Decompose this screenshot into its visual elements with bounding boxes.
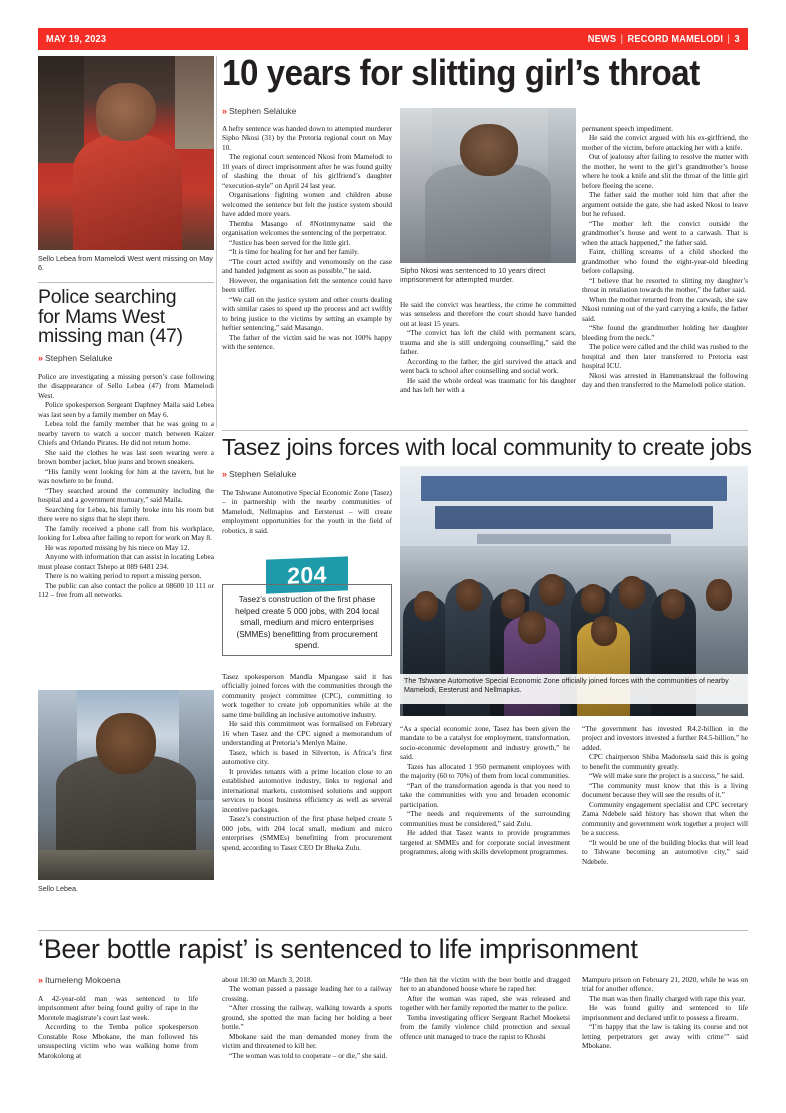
- paragraph: “She found the grandmother holding her daughter bleeding from the neck.”: [582, 323, 748, 342]
- byline-name: Stephen Selaluke: [45, 353, 113, 363]
- paragraph: Police are investigating a missing person’s case following the disappearance of Sello Lebea (47) from Mamelodi West.: [38, 372, 214, 400]
- caption-sello-lebea-bottom: Sello Lebea.: [38, 884, 78, 893]
- column-rule-1: [216, 56, 217, 428]
- main-article-column-2: [222, 124, 392, 424]
- paragraph: “It would be one of the building blocks that will lead to Tshwane becoming an automotive city,” said Ndebele.: [582, 837, 748, 866]
- paragraph: The public can also contact the police at 08600 10 111 or 112 – free from all networks.: [38, 580, 214, 600]
- tasez-column-1-intro: [222, 488, 392, 535]
- paragraph: A hefty sentence was handed down to attempted murderer Sipho Nkosi (31) by the Pretoria regional court on May 10.: [222, 124, 392, 152]
- paragraph: “The mother left the convict outside the grandmother’s house and went to a carwash. That is when the attack happened,” the father said.: [582, 218, 748, 247]
- paragraph: Community engagement specialist and CPC secretary Zama Ndebele said history has shown that when the community and government work together a project will be a success.: [582, 799, 748, 838]
- paragraph: “I believe that he resorted to slitting my daughter’s throat in retaliation towards the mother,” the father said.: [582, 275, 748, 295]
- caption-text: The Tshwane Automotive Special Economic Zone officially joined forces with the communities of nearby Mamelodi, Eesterust and Nellmapius.: [404, 677, 729, 695]
- paragraph: “After crossing the railway, walking towards a sports ground, she spotted the man facing her holding a beer bottle.”: [222, 1003, 392, 1032]
- paragraph: “The woman was told to cooperate – or die,” she said.: [229, 1050, 388, 1060]
- byline-name: Itumeleng Mokoena: [45, 975, 121, 985]
- paragraph: Lebea told the family member that he was going to a nearby tavern to watch a soccer match between Kaizer Chiefs and Orlando Pirates. He did not return home.: [38, 419, 214, 448]
- masthead-date: MAY 19, 2023: [46, 33, 107, 45]
- paragraph: “His family went looking for him at the tavern, but he was nowhere to be found.: [38, 466, 214, 486]
- paragraph: “The community must know that this is a living document because they will see the results of it.”: [582, 780, 748, 800]
- masthead-separator-1: |: [620, 33, 624, 45]
- photo-sipho-nkosi: [400, 108, 576, 263]
- byline-arrows-icon: »: [38, 975, 43, 985]
- paragraph: A 42-year-old man was sentenced to life imprisonment after being found guilty of rape in the Moretele magistrate’s court last week.: [38, 994, 198, 1022]
- paragraph: “They searched around the community including the hospital and a government mortuary,” said Maila.: [38, 485, 214, 505]
- masthead-section: NEWS: [587, 33, 617, 45]
- tasez-column-3: [400, 724, 570, 932]
- missing-man-article-body: [38, 372, 214, 684]
- byline-name: Stephen Selaluke: [229, 469, 297, 479]
- paragraph: Tasez, which is based in Silverton, is Africa’s first automotive city.: [222, 747, 392, 767]
- paragraph: He added that Tasez wants to provide programmes targeted at SMMEs and for corporate social investment programmes, along with skills development programmes.: [400, 828, 570, 857]
- masthead-bar: [38, 28, 748, 50]
- paragraph: Faint, chilling screams of a child shocked the grandmother who found the eight-year-old bleeding before collapsing.: [582, 247, 748, 276]
- paragraph: He was reported missing by his niece on May 12.: [45, 542, 190, 552]
- caption-tasez-photo-overlay: [400, 674, 748, 704]
- divider-tasez-article: [222, 430, 748, 431]
- tasez-column-4: [582, 724, 748, 932]
- paragraph: “He then hit the victim with the beer bottle and dragged her to an abandoned house where he raped her.: [400, 975, 570, 994]
- paragraph: When the mother returned from the carwash, she saw Nkosi running out of the yard carrying a knife, the father said.: [582, 294, 748, 323]
- paragraph: “We call on the justice system and other courts dealing with similar cases to speed up the process and act swiftly to bring justice to the victims by setting an example by heftier sentencing,” said Masango.: [222, 294, 392, 333]
- caption-sello-lebea-top: Sello Lebea from Mamelodi West went missing on May 6.: [38, 254, 213, 273]
- beer-article-column-4: [582, 975, 748, 1105]
- paragraph: permanent speech impediment.: [582, 124, 673, 133]
- byline-arrows-icon: »: [222, 469, 227, 479]
- paragraph: Mampuru prison on February 21, 2020, while he was on trial for another offence.: [582, 975, 748, 994]
- byline-arrows-icon: »: [38, 353, 43, 363]
- paragraph: “We will make sure the project is a success,” he said.: [589, 771, 745, 781]
- paragraph: However, the organisation felt the sentence could have been stiffer.: [222, 275, 392, 295]
- headline-missing-man: [38, 288, 218, 347]
- photo-sello-lebea-top: [38, 56, 214, 250]
- headline-line-1: Police searching: [38, 286, 177, 308]
- headline-tasez: Tasez joins forces with local community to create jobs: [222, 434, 752, 460]
- paragraph: Organisations fighting women and children abuse welcomed the sentence but felt the justice system should have added more years.: [222, 190, 392, 219]
- paragraph: The man was then finally charged with rape this year.: [589, 993, 746, 1003]
- paragraph: The Tshwane Automotive Special Economic Zone (Tasez) – in partnership with the nearby communities of Mamelodi, Nellmapius and Eersterust – will create employment opportunities for the youth in the field of robotics, it said.: [222, 488, 392, 535]
- masthead-page-number: 3: [734, 33, 740, 45]
- paragraph: Themba Masango of #Notinmyname said the organisation welcomes the sentencing of the perpetrator.: [222, 218, 392, 238]
- paragraph: Anyone with information that can assist in locating Lebea must please contact Tshepo at 089 6481 234.: [38, 552, 215, 571]
- paragraph: The police were called and the child was rushed to the hospital and then later transferred to Pretoria east hospital ICU.: [582, 342, 748, 371]
- paragraph: He said the convict argued with his ex-girlfriend, the mother of the victim, before attacking her with a knife.: [582, 133, 748, 152]
- paragraph: “The government has invested R4.2-billion in the project and investors invested a further R4.5-billion,” he added.: [582, 724, 748, 752]
- paragraph: “Part of the transformation agenda is that you need to take the communities with you and broaden economic participation.: [400, 780, 570, 809]
- tasez-info-box-text: Tasez’s construction of the first phase helped create 5 000 jobs, with 204 local small, medium and micro enterprises (SMMEs) benefitting from procurement spend.: [235, 594, 379, 651]
- divider-missing-article: [38, 282, 214, 283]
- beer-article-column-2: [222, 975, 392, 1105]
- paragraph: Tasez spokesperson Mandla Mpangase said it has officially joined forces with the communities through the community project committee (CPC), committing to work together to create job opportunities while at the same time building an inclusive automotive industry.: [222, 672, 392, 719]
- paragraph: “I’m happy that the law is taking its course and not letting perpetrators get away with crime’” said Mbokane.: [582, 1022, 748, 1051]
- paragraph: about 18:30 on March 3, 2018.: [222, 975, 313, 984]
- headline-line-3: missing man (47): [38, 325, 183, 347]
- main-article-column-4: [582, 124, 748, 428]
- paragraph: He said the whole ordeal was traumatic for his daughter and has left her with a: [400, 375, 576, 395]
- paragraph: She said the clothes he was last seen wearing were a brown bomber jacket, blue jeans and brown sneakers.: [38, 447, 214, 467]
- paragraph: The father of the victim said he was not 100% happy with the sentence.: [222, 332, 392, 352]
- divider-beer-article: [38, 930, 748, 931]
- masthead-publication: RECORD MAMELODI: [627, 33, 724, 45]
- paragraph: According to the father, the girl survived the attack and went back to school after counselling and social work.: [400, 356, 576, 376]
- byline-name: Stephen Selaluke: [229, 106, 297, 116]
- paragraph: “As a special economic zone, Tasez has been given the mandate to be a catalyst for employment, transformation, socio-economic development and industry growth,” he said.: [400, 724, 570, 762]
- photo-sello-lebea-bottom: [38, 690, 214, 880]
- paragraph: He said this commitment was formalised on February 16 when Tasez and the CPC signed a memorandum of understanding at Pretoria’s Menlyn Maine.: [222, 719, 392, 748]
- headline-beer-bottle: ‘Beer bottle rapist’ is sentenced to life imprisonment: [38, 934, 638, 964]
- paragraph: The regional court sentenced Nkosi from Mamelodi to 10 years of direct imprisonment after he was found guilty of slashing the throat of his girlfriend’s daughter “execution-style” on April 24 last year.: [222, 152, 392, 190]
- paragraph: “The convict has left the child with permanent scars, trauma and she is still undergoing counselling,” said the father.: [400, 328, 576, 357]
- caption-sipho-nkosi: Sipho Nkosi was sentenced to 10 years direct imprisonment for attempted murder.: [400, 266, 546, 285]
- byline-main-article: [222, 106, 392, 116]
- byline-beer-bottle: [38, 975, 214, 985]
- paragraph: CPC chairperson Shiba Madonsela said this is going to benefit the community greatly.: [582, 752, 748, 771]
- paragraph: The woman passed a passage leading her to a railway crossing.: [222, 984, 392, 1003]
- paragraph: Tazes has allocated 1 950 permanent employees with the majority (60 to 70%) of them from local communities.: [400, 761, 570, 781]
- paragraph: “The needs and requirements of the surrounding communities must be considered,” said Zulu.: [400, 809, 570, 828]
- byline-missing-man: [38, 353, 214, 363]
- paragraph: Tasez’s construction of the first phase helped create 5 000 jobs, with 204 local small, medium and micro enterprises (SMMEs) benefitting from procurement spend, according to Tasez CEO Dr Bheka Zulu.: [222, 814, 392, 852]
- tasez-column-1-body: [222, 672, 392, 932]
- stat-badge-204: 204: [266, 556, 348, 593]
- masthead-meta: [588, 33, 740, 45]
- headline-main-article: 10 years for slitting girl’s throat: [222, 52, 700, 93]
- paragraph: “It is time for healing for her and her family.: [229, 247, 360, 257]
- byline-arrows-icon: »: [222, 106, 227, 116]
- paragraph: After the woman was raped, she was released and together with her family reported the matter to the police.: [400, 993, 570, 1013]
- paragraph: “Justice has been served for the little girl.: [229, 237, 351, 247]
- masthead-separator-2: |: [727, 33, 731, 45]
- paragraph: Out of jealousy after failing to resolve the matter with the mother, he went to the girl’s grandmother’s house where he took a knife and slit the throat of the little girl before fleeing the scene.: [582, 152, 748, 190]
- beer-article-column-1: [38, 994, 198, 1104]
- headline-line-2: for Mams West: [38, 305, 165, 328]
- paragraph: Temba investigating officer Sergeant Rachel Moeketsi from the family violence child protection and sexual offence unit managed to trace the rapist to Khoshi: [400, 1012, 570, 1041]
- paragraph: Nkosi was arrested in Hammanskraal the following day and then transferred to the Mamelodi police station.: [582, 370, 748, 390]
- paragraph: “The court acted swiftly and venomously on the case and handed judgment as soon as possible,” he said.: [222, 256, 392, 276]
- paragraph: According to the Temba police spokesperson Constable Rose Mbokane, the man followed his unsuspecting victim who was walking home from Marokolong at: [38, 1022, 198, 1060]
- beer-article-column-3: [400, 975, 570, 1105]
- paragraph: Mbokane said the man demanded money from the victim and threatened to kill her.: [222, 1031, 392, 1051]
- paragraph: The family received a phone call from his workplace, looking for Lebea after failing to report for work on May 8.: [38, 523, 214, 543]
- paragraph: He was found guilty and sentenced to life imprisonment and declared unfit to possess a firearm.: [582, 1003, 748, 1022]
- paragraph: There is no waiting period to report a missing person.: [45, 571, 202, 581]
- paragraph: It provides tenants with a prime location close to an established automotive industry, links to regional and international markets, customised solutions and support services to boost business efficiency as well as several incentive packages.: [222, 766, 392, 814]
- paragraph: Searching for Lebea, his family broke into his room but there were no signs that he slept there.: [38, 504, 214, 524]
- paragraph: He said the convict was heartless, the crime he committed was senseless and therefore the court should have handed out at least 15 years.: [400, 300, 576, 328]
- main-article-column-3: [400, 300, 576, 428]
- tasez-info-box: [222, 584, 392, 656]
- paragraph: The father said the mother told him that after the argument outside the gate, she had asked Nkosi to leave but he refused.: [582, 190, 748, 219]
- byline-tasez: [222, 469, 392, 479]
- paragraph: Police spokesperson Sergeant Daphney Maila said Lebea was last seen by a family member on May 6.: [38, 400, 214, 419]
